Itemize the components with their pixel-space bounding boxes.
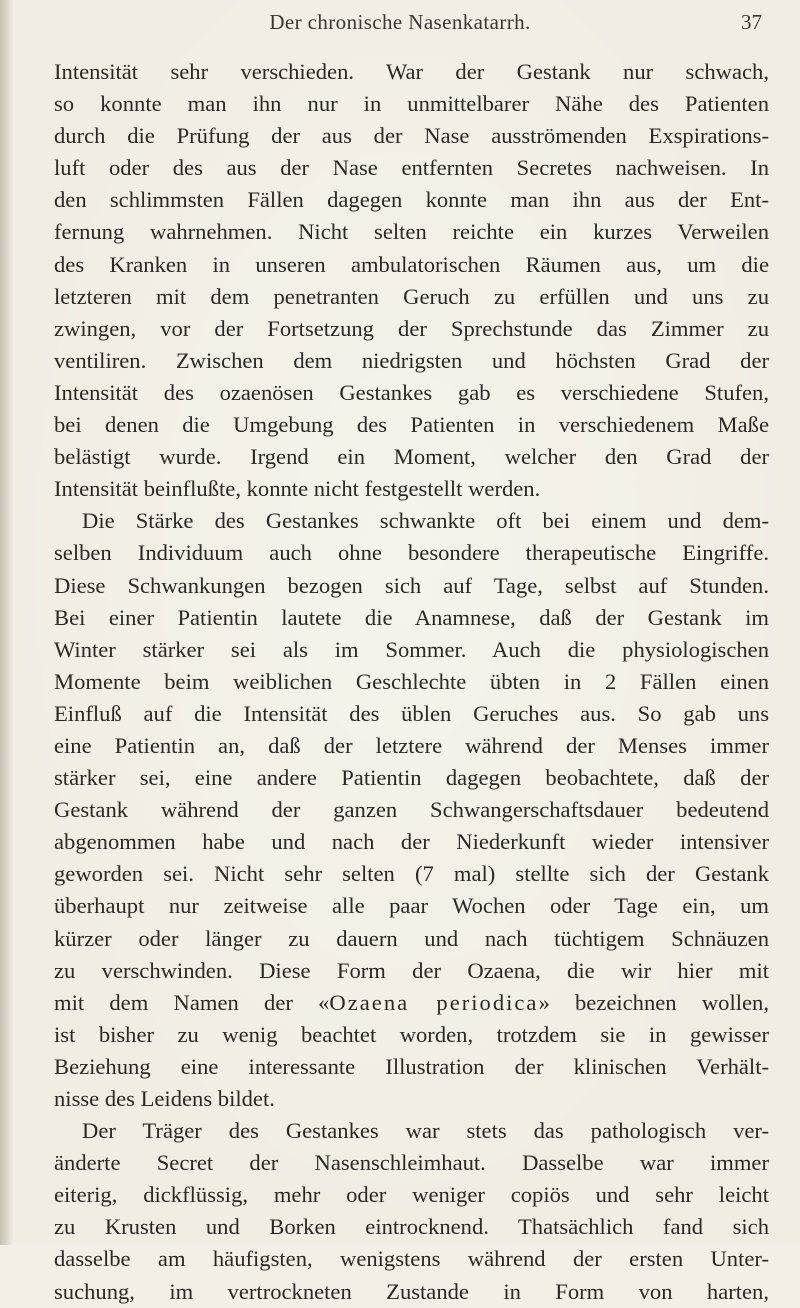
text-line: eiterig, dickflüssig, mehr oder weniger copiös und sehr leicht — [54, 1182, 769, 1208]
text-line: Winter stärker sei als im Sommer. Auch die physiologischen — [54, 636, 769, 662]
text-line: des Kranken in unseren ambulatorischen Räumen aus, um die — [54, 251, 769, 277]
text-line: Momente beim weiblichen Geschlechte übten in 2 Fällen einen — [54, 668, 769, 694]
text-line: stärker sei, eine andere Patientin dagegen beobachtete, daß der — [54, 765, 769, 791]
text-line: fernung wahrnehmen. Nicht selten reichte ein kurzes Verweilen — [54, 219, 769, 245]
text-line: geworden sei. Nicht sehr selten (7 mal) stellte sich der Gestank — [54, 861, 769, 887]
text-line: Die Stärke des Gestankes schwankte oft bei einem und dem- — [82, 508, 769, 534]
text-line: durch die Prüfung der aus der Nase ausströmenden Exspirations- — [54, 123, 769, 149]
text-line: Der Träger des Gestankes war stets das pathologisch ver- — [82, 1118, 769, 1144]
text-line: selben Individuum auch ohne besondere therapeutische Eingriffe. — [54, 540, 769, 566]
text-fragment: » bezeichnen wollen, — [538, 989, 769, 1015]
page-number: 37 — [741, 10, 762, 34]
text-line: nisse des Leidens bildet. — [54, 1086, 275, 1111]
text-line: überhaupt nur zeitweise alle paar Wochen oder Tage ein, um — [54, 893, 769, 919]
text-line: Intensität beinflußte, konnte nicht festgestellt werden. — [54, 476, 541, 502]
text-line: belästigt wurde. Irgend ein Moment, welcher den Grad der — [54, 444, 769, 470]
text-line-with-emphasis — [54, 987, 769, 1019]
text-line: Intensität des ozaenösen Gestankes gab es verschiedene Stufen, — [54, 379, 769, 405]
text-line: suchung, im vertrockneten Zustande in Form von harten, — [54, 1278, 769, 1304]
spaced-term: Ozaena periodica — [329, 989, 539, 1015]
text-line: zu Krusten und Borken eintrocknend. Thatsächlich fand sich — [54, 1214, 769, 1240]
text-fragment: mit dem Namen der « — [54, 989, 330, 1015]
text-line: Bei einer Patientin lautete die Anamnese, daß der Gestank im — [54, 604, 769, 630]
text-line: luft oder des aus der Nase entfernten Secretes nachweisen. In — [54, 155, 769, 181]
text-line: abgenommen habe und nach der Niederkunft wieder intensiver — [54, 829, 769, 855]
text-line: so konnte man ihn nur in unmittelbarer Nähe des Patienten — [54, 91, 769, 117]
text-line: ist bisher zu wenig beachtet worden, trotzdem sie in gewisser — [54, 1021, 769, 1047]
text-line: eine Patientin an, daß der letztere während der Menses immer — [54, 732, 769, 758]
text-line: Gestank während der ganzen Schwangerschaftsdauer bedeutend — [54, 797, 769, 823]
text-line: bei denen die Umgebung des Patienten in verschiedenem Maße — [54, 412, 769, 438]
text-line: änderte Secret der Nasenschleimhaut. Dasselbe war immer — [54, 1150, 769, 1176]
text-line: Intensität sehr verschieden. War der Gestank nur schwach, — [54, 59, 769, 84]
text-line: dasselbe am häufigsten, wenigstens während der ersten Unter- — [54, 1246, 769, 1272]
text-line: Diese Schwankungen bezogen sich auf Tage, selbst auf Stunden. — [54, 572, 769, 598]
running-title: Der chronische Nasenkatarrh. — [269, 10, 531, 34]
body-text — [54, 56, 769, 1308]
text-line: letzteren mit dem penetranten Geruch zu erfüllen und uns zu — [54, 283, 769, 309]
text-line: Beziehung eine interessante Illustration der klinischen Verhält- — [54, 1053, 769, 1079]
text-line: ventiliren. Zwischen dem niedrigsten und höchsten Grad der — [54, 347, 769, 373]
running-head — [0, 0, 800, 40]
text-line: Einfluß auf die Intensität des üblen Geruches aus. So gab uns — [54, 700, 769, 726]
text-line: kürzer oder länger zu dauern und nach tüchtigem Schnäuzen — [54, 925, 769, 951]
gutter-shadow — [0, 0, 14, 1245]
text-line: zwingen, vor der Fortsetzung der Sprechstunde das Zimmer zu — [54, 315, 769, 341]
text-line: den schlimmsten Fällen dagegen konnte man ihn aus der Ent- — [54, 187, 769, 213]
text-line: zu verschwinden. Diese Form der Ozaena, die wir hier mit — [54, 957, 769, 983]
